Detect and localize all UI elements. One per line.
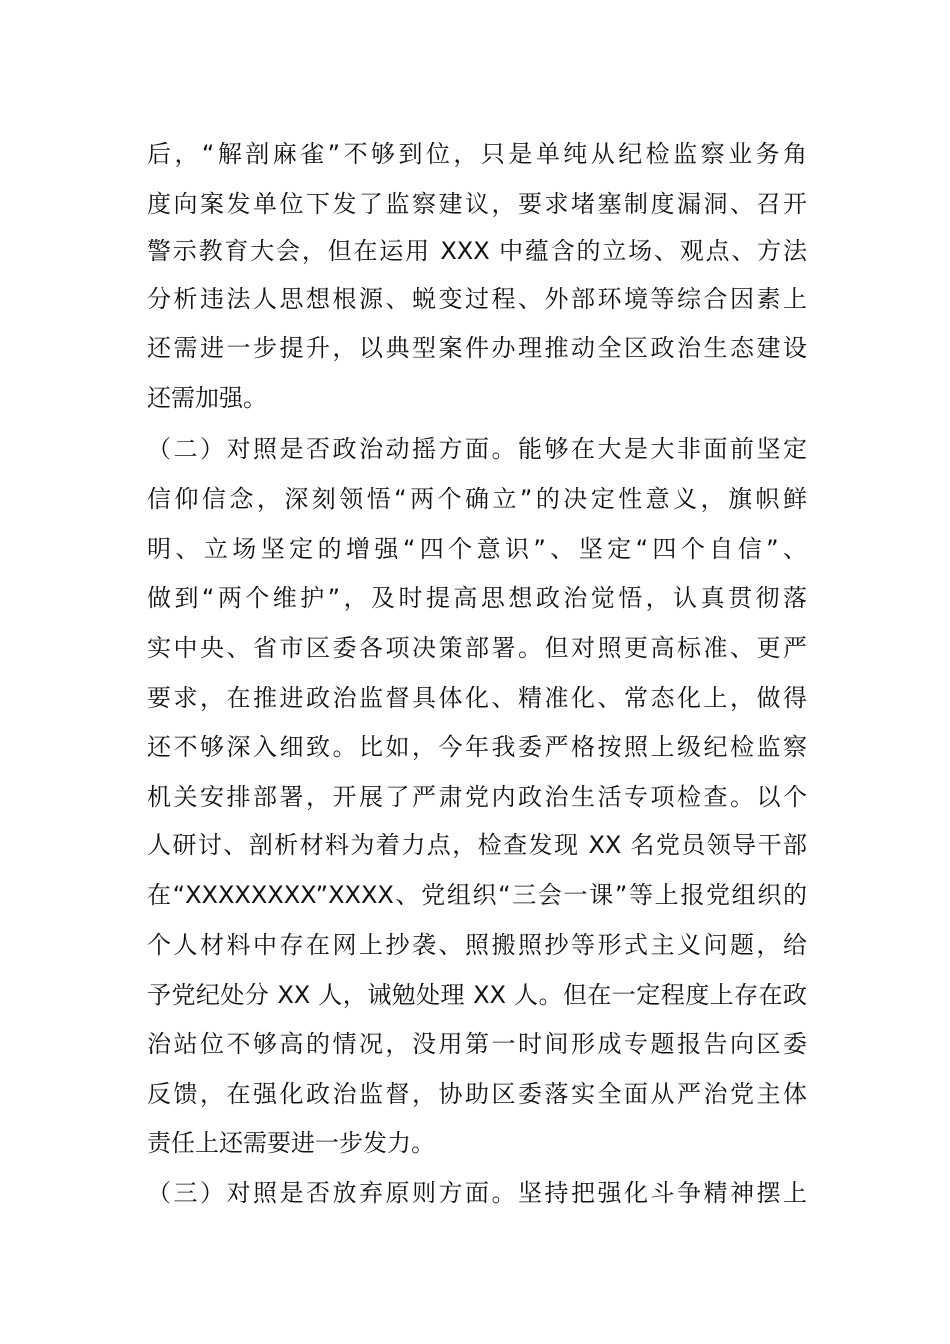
text-line: 还需加强。 xyxy=(147,384,267,412)
text-line: 责任上还需要进一步发力。 xyxy=(147,1129,435,1157)
text-line: 予党纪处分 XX 人，诫勉处理 XX 人。但在一定程度上存在政 xyxy=(147,981,807,1009)
text-line: 还不够深入细致。比如，今年我委严格按照上级纪检监察 xyxy=(147,733,807,761)
text-line: 度向案发单位下发了监察建议，要求堵塞制度漏洞、召开 xyxy=(147,190,807,218)
section-heading-line: （二）对照是否政治动摇方面。能够在大是大非面前坚定 xyxy=(147,435,807,463)
text-line: 反馈，在强化政治监督，协助区委落实全面从严治党主体 xyxy=(147,1080,807,1108)
text-line: 还需进一步提升，以典型案件办理推动全区政治生态建设 xyxy=(147,334,807,362)
text-line: 要求，在推进政治监督具体化、精准化、常态化上，做得 xyxy=(147,684,807,712)
text-line: 人研讨、剖析材料为着力点，检查发现 XX 名党员领导干部 xyxy=(147,831,807,859)
text-line: 实中央、省市区委各项决策部署。但对照更高标准、更严 xyxy=(147,634,807,662)
text-line: 做到“两个维护”，及时提高思想政治觉悟，认真贯彻落 xyxy=(147,584,807,612)
text-line: 分析违法人思想根源、蜕变过程、外部环境等综合因素上 xyxy=(147,285,807,313)
text-line: 警示教育大会，但在运用 XXX 中蕴含的立场、观点、方法 xyxy=(147,237,807,265)
section-heading-line: （三）对照是否放弃原则方面。坚持把强化斗争精神摆上 xyxy=(147,1179,807,1207)
text-line: 个人材料中存在网上抄袭、照搬照抄等形式主义问题，给 xyxy=(147,931,807,959)
text-line: 机关安排部署，开展了严肃党内政治生活专项检查。以个 xyxy=(147,783,807,811)
text-line: 治站位不够高的情况，没用第一时间形成专题报告向区委 xyxy=(147,1030,807,1058)
text-line: 后，“解剖麻雀”不够到位，只是单纯从纪检监察业务角 xyxy=(147,140,807,168)
text-line: 在“XXXXXXXX”XXXX、党组织“三会一课”等上报党组织的 xyxy=(147,881,807,909)
text-line: 明、立场坚定的增强“四个意识”、坚定“四个自信”、 xyxy=(147,535,807,563)
text-line: 信仰信念，深刻领悟“两个确立”的决定性意义，旗帜鲜 xyxy=(147,485,807,513)
